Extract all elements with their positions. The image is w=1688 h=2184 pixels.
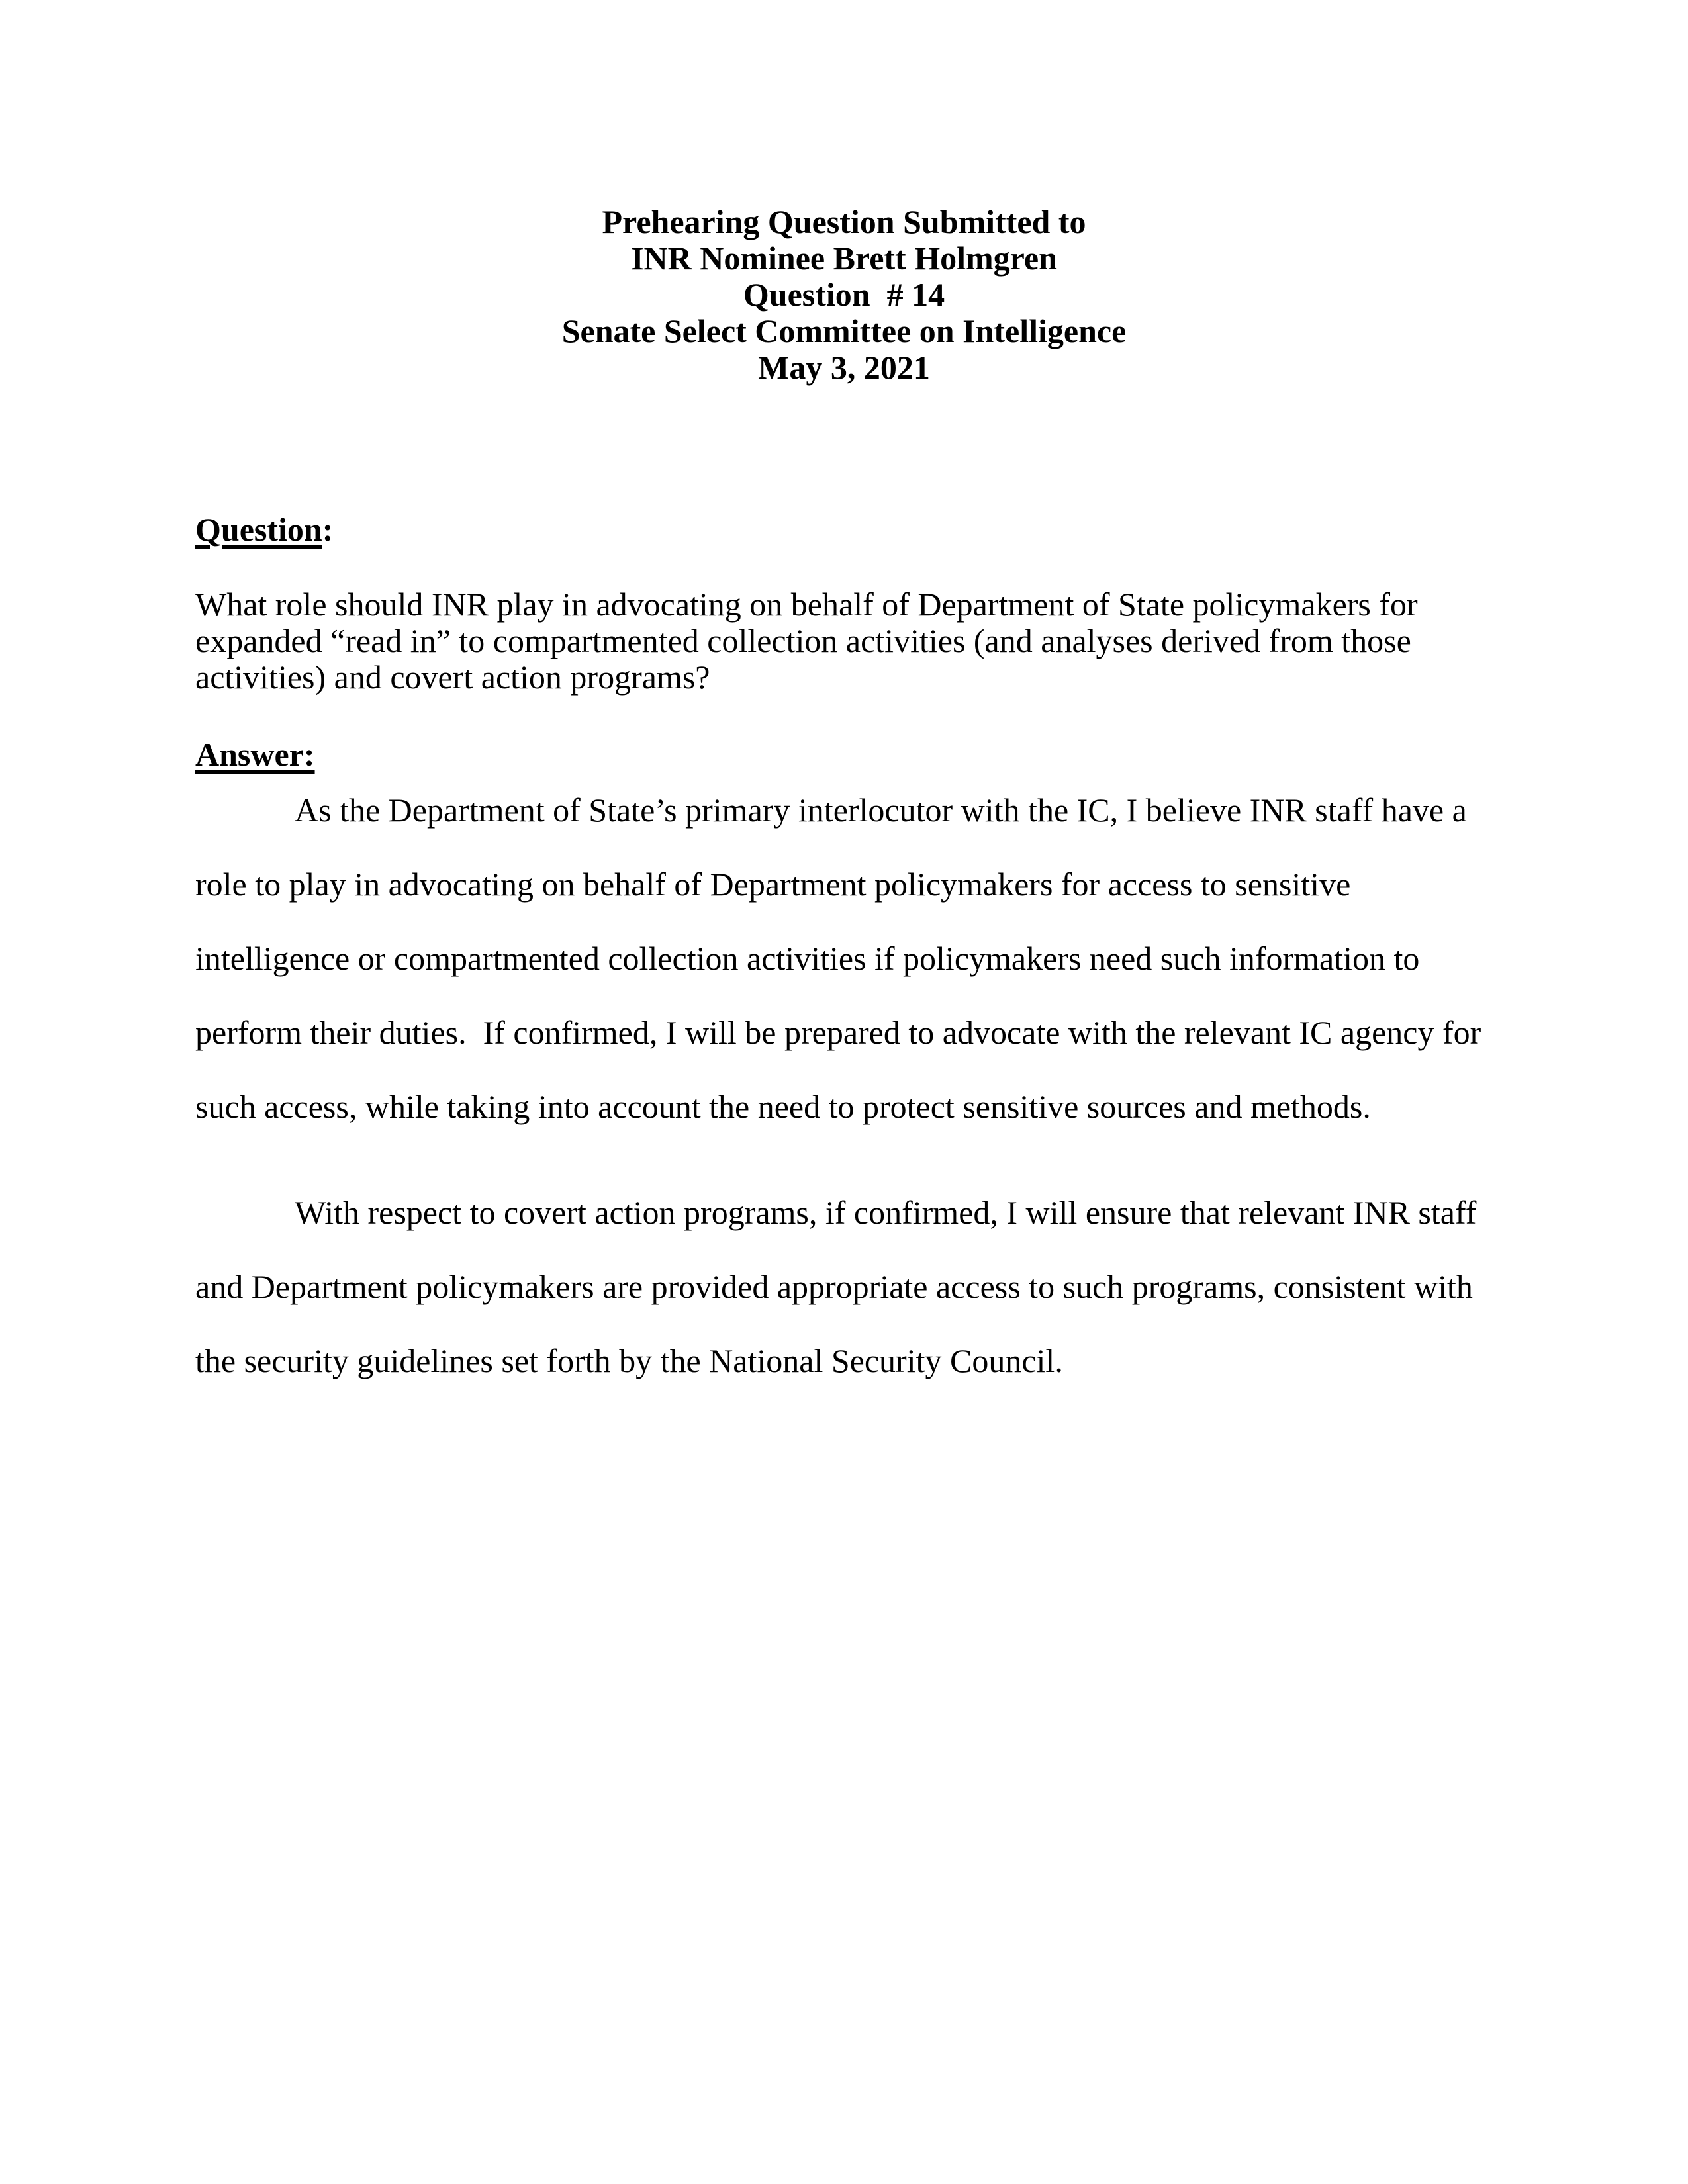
- answer-paragraph-line: such access, while taking into account the need to protect sensitive sources and methods.: [195, 1088, 1371, 1125]
- answer-paragraph-1: [195, 773, 1519, 1144]
- answer-paragraph-line: role to play in advocating on behalf of Department policymakers for access to sensitive: [195, 866, 1351, 903]
- header-line-committee: Senate Select Committee on Intelligence: [561, 312, 1127, 349]
- answer-paragraph-line: and Department policymakers are provided appropriate access to such programs, consistent with: [195, 1268, 1473, 1305]
- answer-paragraph-line: As the Department of State’s primary interlocutor with the IC, I believe INR staff have a: [295, 792, 1467, 829]
- question-heading: [195, 512, 1519, 548]
- question-heading-colon: :: [322, 511, 334, 548]
- answer-heading: [195, 737, 1519, 773]
- answer-paragraph-line: the security guidelines set forth by the National Security Council.: [195, 1342, 1063, 1379]
- header-line-title: Prehearing Question Submitted to: [602, 203, 1086, 240]
- question-paragraph-line: expanded “read in” to compartmented collection activities (and analyses derived from those: [195, 622, 1411, 659]
- header-line-date: May 3, 2021: [758, 349, 930, 386]
- answer-heading-label: Answer:: [195, 736, 315, 773]
- question-paragraph: [195, 586, 1519, 696]
- question-paragraph-line: activities) and covert action programs?: [195, 659, 710, 696]
- question-paragraph-line: What role should INR play in advocating on behalf of Department of State policymakers for: [195, 586, 1418, 623]
- answer-paragraph-2: [195, 1175, 1519, 1398]
- document-body: [0, 512, 1688, 1398]
- header-line-question-number: Question # 14: [743, 276, 945, 313]
- document-header: [0, 0, 1688, 386]
- question-heading-label: Question: [195, 511, 322, 548]
- answer-paragraph-line: perform their duties. If confirmed, I will be prepared to advocate with the relevant IC agency for: [195, 1014, 1481, 1051]
- answer-paragraph-line: intelligence or compartmented collection activities if policymakers need such information to: [195, 940, 1420, 977]
- answer-paragraph-line: With respect to covert action programs, if confirmed, I will ensure that relevant INR staff: [295, 1194, 1477, 1231]
- header-line-nominee: INR Nominee Brett Holmgren: [631, 240, 1057, 277]
